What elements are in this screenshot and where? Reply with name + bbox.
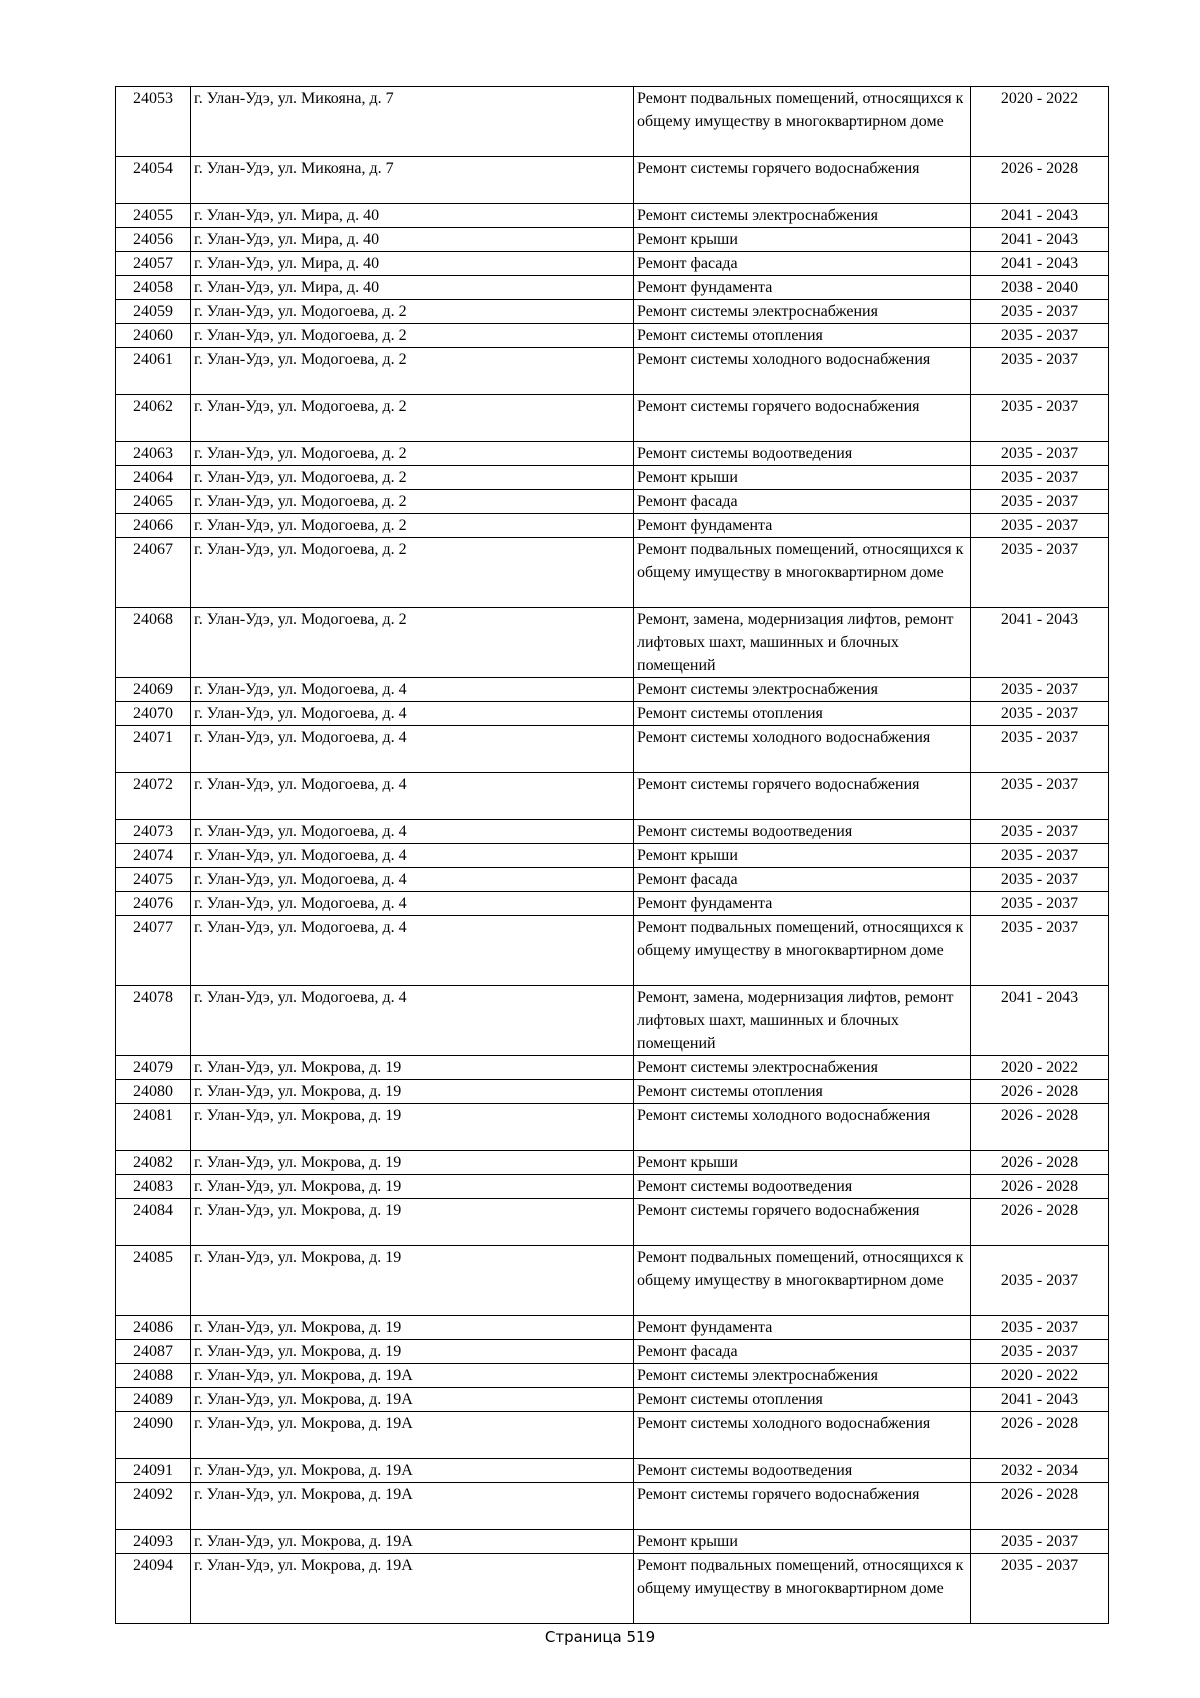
table-row: [116, 1080, 1109, 1104]
table-row: [116, 844, 1109, 868]
row-address: г. Улан-Удэ, ул. Мокрова, д. 19А: [191, 1483, 634, 1530]
row-address: г. Улан-Удэ, ул. Мира, д. 40: [191, 204, 634, 228]
table-row: [116, 1056, 1109, 1080]
row-address: г. Улан-Удэ, ул. Мокрова, д. 19: [191, 1340, 634, 1364]
row-address: г. Улан-Удэ, ул. Мира, д. 40: [191, 252, 634, 276]
row-address: г. Улан-Удэ, ул. Микояна, д. 7: [191, 87, 634, 157]
table-row: [116, 702, 1109, 726]
table-row: [116, 1364, 1109, 1388]
row-number: 24085: [116, 1246, 191, 1316]
row-work-type: Ремонт системы отопления: [634, 324, 971, 348]
row-number: 24070: [116, 702, 191, 726]
table-row: [116, 1104, 1109, 1151]
table-row: [116, 395, 1109, 442]
row-period: 2035 - 2037: [971, 324, 1109, 348]
table-row: [116, 300, 1109, 324]
table-row: [116, 820, 1109, 844]
table-row: [116, 87, 1109, 157]
table-row: [116, 1246, 1109, 1316]
table-row: [116, 916, 1109, 986]
table-row: [116, 1151, 1109, 1175]
repair-schedule-table: [115, 86, 1109, 1624]
row-work-type: Ремонт фундамента: [634, 276, 971, 300]
row-address: г. Улан-Удэ, ул. Мокрова, д. 19: [191, 1056, 634, 1080]
row-period: 2038 - 2040: [971, 276, 1109, 300]
row-number: 24079: [116, 1056, 191, 1080]
row-period: 2035 - 2037: [971, 1530, 1109, 1554]
row-number: 24060: [116, 324, 191, 348]
row-address: г. Улан-Удэ, ул. Мокрова, д. 19А: [191, 1530, 634, 1554]
row-work-type: Ремонт, замена, модернизация лифтов, ремонт лифтовых шахт, машинных и блочных помещений: [634, 608, 971, 678]
row-work-type: Ремонт фундамента: [634, 892, 971, 916]
row-number: 24063: [116, 442, 191, 466]
row-period: 2026 - 2028: [971, 1175, 1109, 1199]
row-period: 2035 - 2037: [971, 514, 1109, 538]
row-number: 24074: [116, 844, 191, 868]
table-row: [116, 1459, 1109, 1483]
row-work-type: Ремонт системы отопления: [634, 1388, 971, 1412]
row-number: 24057: [116, 252, 191, 276]
row-period: 2035 - 2037: [971, 466, 1109, 490]
row-address: г. Улан-Удэ, ул. Мокрова, д. 19А: [191, 1554, 634, 1624]
table-row: [116, 442, 1109, 466]
row-work-type: Ремонт системы горячего водоснабжения: [634, 157, 971, 204]
table-row: [116, 1412, 1109, 1459]
row-address: г. Улан-Удэ, ул. Мокрова, д. 19: [191, 1104, 634, 1151]
row-work-type: Ремонт системы холодного водоснабжения: [634, 1104, 971, 1151]
row-number: 24061: [116, 348, 191, 395]
table-row: [116, 868, 1109, 892]
row-period: 2035 - 2037: [971, 348, 1109, 395]
row-period: 2026 - 2028: [971, 1199, 1109, 1246]
row-number: 24056: [116, 228, 191, 252]
table-row: [116, 324, 1109, 348]
row-number: 24065: [116, 490, 191, 514]
row-period: 2035 - 2037: [971, 1316, 1109, 1340]
row-address: г. Улан-Удэ, ул. Мокрова, д. 19А: [191, 1364, 634, 1388]
row-period: 2026 - 2028: [971, 1483, 1109, 1530]
row-work-type: Ремонт фундамента: [634, 514, 971, 538]
row-work-type: Ремонт системы отопления: [634, 702, 971, 726]
table-row: [116, 276, 1109, 300]
row-address: г. Улан-Удэ, ул. Модогоева, д. 4: [191, 868, 634, 892]
row-address: г. Улан-Удэ, ул. Модогоева, д. 4: [191, 916, 634, 986]
row-work-type: Ремонт подвальных помещений, относящихся к общему имуществу в многоквартирном доме: [634, 1246, 971, 1316]
table-row: [116, 466, 1109, 490]
row-period: 2026 - 2028: [971, 1080, 1109, 1104]
row-work-type: Ремонт системы водоотведения: [634, 1175, 971, 1199]
row-number: 24080: [116, 1080, 191, 1104]
row-work-type: Ремонт подвальных помещений, относящихся к общему имуществу в многоквартирном доме: [634, 538, 971, 608]
row-number: 24068: [116, 608, 191, 678]
table-row: [116, 490, 1109, 514]
row-work-type: Ремонт подвальных помещений, относящихся к общему имуществу в многоквартирном доме: [634, 87, 971, 157]
row-work-type: Ремонт фасада: [634, 1340, 971, 1364]
table-row: [116, 1316, 1109, 1340]
table-row: [116, 608, 1109, 678]
row-address: г. Улан-Удэ, ул. Мокрова, д. 19: [191, 1246, 634, 1316]
table-row: [116, 252, 1109, 276]
row-work-type: Ремонт фасада: [634, 490, 971, 514]
table-row: [116, 348, 1109, 395]
table-row: [116, 1199, 1109, 1246]
row-number: 24092: [116, 1483, 191, 1530]
row-address: г. Улан-Удэ, ул. Модогоева, д. 2: [191, 395, 634, 442]
row-work-type: Ремонт системы отопления: [634, 1080, 971, 1104]
table-body: [116, 87, 1109, 1624]
row-address: г. Улан-Удэ, ул. Модогоева, д. 4: [191, 986, 634, 1056]
row-number: 24083: [116, 1175, 191, 1199]
row-address: г. Улан-Удэ, ул. Мокрова, д. 19: [191, 1080, 634, 1104]
row-address: г. Улан-Удэ, ул. Микояна, д. 7: [191, 157, 634, 204]
row-period: 2020 - 2022: [971, 1364, 1109, 1388]
row-number: 24054: [116, 157, 191, 204]
table-row: [116, 678, 1109, 702]
row-work-type: Ремонт системы холодного водоснабжения: [634, 348, 971, 395]
row-number: 24094: [116, 1554, 191, 1624]
row-address: г. Улан-Удэ, ул. Модогоева, д. 2: [191, 514, 634, 538]
row-work-type: Ремонт системы горячего водоснабжения: [634, 1483, 971, 1530]
row-work-type: Ремонт крыши: [634, 1530, 971, 1554]
row-period: 2026 - 2028: [971, 1104, 1109, 1151]
row-number: 24071: [116, 726, 191, 773]
row-address: г. Улан-Удэ, ул. Мокрова, д. 19: [191, 1316, 634, 1340]
row-work-type: Ремонт системы водоотведения: [634, 820, 971, 844]
row-period: 2041 - 2043: [971, 252, 1109, 276]
row-number: 24066: [116, 514, 191, 538]
table-row: [116, 514, 1109, 538]
row-number: 24088: [116, 1364, 191, 1388]
row-number: 24062: [116, 395, 191, 442]
row-number: 24055: [116, 204, 191, 228]
table-row: [116, 1530, 1109, 1554]
row-number: 24067: [116, 538, 191, 608]
row-number: 24053: [116, 87, 191, 157]
row-period: 2035 - 2037: [971, 442, 1109, 466]
row-period: 2041 - 2043: [971, 228, 1109, 252]
row-work-type: Ремонт фасада: [634, 252, 971, 276]
row-period: 2020 - 2022: [971, 87, 1109, 157]
table-row: [116, 228, 1109, 252]
row-number: 24082: [116, 1151, 191, 1175]
row-period: 2035 - 2037: [971, 1554, 1109, 1624]
row-work-type: Ремонт системы горячего водоснабжения: [634, 1199, 971, 1246]
row-work-type: Ремонт крыши: [634, 1151, 971, 1175]
row-number: 24072: [116, 773, 191, 820]
row-address: г. Улан-Удэ, ул. Модогоева, д. 2: [191, 608, 634, 678]
row-number: 24087: [116, 1340, 191, 1364]
row-period: 2041 - 2043: [971, 1388, 1109, 1412]
row-work-type: Ремонт системы водоотведения: [634, 442, 971, 466]
table-row: [116, 204, 1109, 228]
row-address: г. Улан-Удэ, ул. Мокрова, д. 19А: [191, 1459, 634, 1483]
row-number: 24093: [116, 1530, 191, 1554]
row-number: 24059: [116, 300, 191, 324]
row-work-type: Ремонт системы горячего водоснабжения: [634, 773, 971, 820]
row-address: г. Улан-Удэ, ул. Мокрова, д. 19: [191, 1151, 634, 1175]
table-row: [116, 986, 1109, 1056]
row-number: 24058: [116, 276, 191, 300]
row-work-type: Ремонт системы электроснабжения: [634, 1056, 971, 1080]
row-address: г. Улан-Удэ, ул. Модогоева, д. 4: [191, 820, 634, 844]
row-address: г. Улан-Удэ, ул. Модогоева, д. 2: [191, 300, 634, 324]
row-number: 24086: [116, 1316, 191, 1340]
table-row: [116, 1340, 1109, 1364]
row-period: 2035 - 2037: [971, 490, 1109, 514]
table-row: [116, 1388, 1109, 1412]
row-period: 2035 - 2037: [971, 868, 1109, 892]
row-work-type: Ремонт подвальных помещений, относящихся к общему имуществу в многоквартирном доме: [634, 916, 971, 986]
row-number: 24081: [116, 1104, 191, 1151]
row-work-type: Ремонт системы электроснабжения: [634, 204, 971, 228]
row-address: г. Улан-Удэ, ул. Модогоева, д. 4: [191, 773, 634, 820]
row-address: г. Улан-Удэ, ул. Модогоева, д. 2: [191, 538, 634, 608]
row-address: г. Улан-Удэ, ул. Модогоева, д. 2: [191, 324, 634, 348]
row-address: г. Улан-Удэ, ул. Модогоева, д. 4: [191, 726, 634, 773]
row-work-type: Ремонт системы горячего водоснабжения: [634, 395, 971, 442]
row-period: 2035 - 2037: [971, 1340, 1109, 1364]
row-address: г. Улан-Удэ, ул. Модогоева, д. 2: [191, 466, 634, 490]
row-address: г. Улан-Удэ, ул. Модогоева, д. 2: [191, 442, 634, 466]
row-number: 24091: [116, 1459, 191, 1483]
row-number: 24075: [116, 868, 191, 892]
row-period: 2032 - 2034: [971, 1459, 1109, 1483]
row-period: 2041 - 2043: [971, 608, 1109, 678]
page-number: Страница 519: [544, 1628, 656, 1646]
row-work-type: Ремонт крыши: [634, 466, 971, 490]
row-address: г. Улан-Удэ, ул. Модогоева, д. 2: [191, 490, 634, 514]
row-period: 2035 - 2037: [971, 1246, 1109, 1316]
row-number: 24077: [116, 916, 191, 986]
row-period: 2041 - 2043: [971, 204, 1109, 228]
row-period: 2041 - 2043: [971, 986, 1109, 1056]
row-work-type: Ремонт фундамента: [634, 1316, 971, 1340]
row-period: 2035 - 2037: [971, 395, 1109, 442]
table-row: [116, 726, 1109, 773]
row-work-type: Ремонт крыши: [634, 228, 971, 252]
row-period: 2035 - 2037: [971, 892, 1109, 916]
row-address: г. Улан-Удэ, ул. Мокрова, д. 19: [191, 1199, 634, 1246]
table-row: [116, 1483, 1109, 1530]
row-number: 24073: [116, 820, 191, 844]
row-address: г. Улан-Удэ, ул. Мокрова, д. 19: [191, 1175, 634, 1199]
row-address: г. Улан-Удэ, ул. Мокрова, д. 19А: [191, 1388, 634, 1412]
row-address: г. Улан-Удэ, ул. Мокрова, д. 19А: [191, 1412, 634, 1459]
row-address: г. Улан-Удэ, ул. Модогоева, д. 2: [191, 348, 634, 395]
row-period: 2026 - 2028: [971, 1412, 1109, 1459]
row-period: 2026 - 2028: [971, 157, 1109, 204]
table-row: [116, 1554, 1109, 1624]
row-work-type: Ремонт системы электроснабжения: [634, 300, 971, 324]
row-period: 2035 - 2037: [971, 702, 1109, 726]
row-address: г. Улан-Удэ, ул. Модогоева, д. 4: [191, 892, 634, 916]
row-period: 2020 - 2022: [971, 1056, 1109, 1080]
row-address: г. Улан-Удэ, ул. Мира, д. 40: [191, 276, 634, 300]
row-work-type: Ремонт системы холодного водоснабжения: [634, 1412, 971, 1459]
row-number: 24089: [116, 1388, 191, 1412]
row-period: 2026 - 2028: [971, 1151, 1109, 1175]
row-address: г. Улан-Удэ, ул. Мира, д. 40: [191, 228, 634, 252]
row-period: 2035 - 2037: [971, 538, 1109, 608]
row-work-type: Ремонт фасада: [634, 868, 971, 892]
row-period: 2035 - 2037: [971, 726, 1109, 773]
row-work-type: Ремонт подвальных помещений, относящихся к общему имуществу в многоквартирном доме: [634, 1554, 971, 1624]
row-period: 2035 - 2037: [971, 844, 1109, 868]
row-address: г. Улан-Удэ, ул. Модогоева, д. 4: [191, 702, 634, 726]
row-address: г. Улан-Удэ, ул. Модогоева, д. 4: [191, 844, 634, 868]
row-work-type: Ремонт системы водоотведения: [634, 1459, 971, 1483]
row-work-type: Ремонт крыши: [634, 844, 971, 868]
row-address: г. Улан-Удэ, ул. Модогоева, д. 4: [191, 678, 634, 702]
row-number: 24076: [116, 892, 191, 916]
row-number: 24078: [116, 986, 191, 1056]
table-row: [116, 1175, 1109, 1199]
table-row: [116, 892, 1109, 916]
row-work-type: Ремонт системы электроснабжения: [634, 1364, 971, 1388]
row-number: 24064: [116, 466, 191, 490]
row-period: 2035 - 2037: [971, 916, 1109, 986]
row-number: 24090: [116, 1412, 191, 1459]
table-row: [116, 538, 1109, 608]
row-number: 24069: [116, 678, 191, 702]
row-work-type: Ремонт, замена, модернизация лифтов, ремонт лифтовых шахт, машинных и блочных помещений: [634, 986, 971, 1056]
row-period: 2035 - 2037: [971, 678, 1109, 702]
row-period: 2035 - 2037: [971, 773, 1109, 820]
row-work-type: Ремонт системы электроснабжения: [634, 678, 971, 702]
table-row: [116, 157, 1109, 204]
row-number: 24084: [116, 1199, 191, 1246]
row-work-type: Ремонт системы холодного водоснабжения: [634, 726, 971, 773]
row-period: 2035 - 2037: [971, 300, 1109, 324]
table-row: [116, 773, 1109, 820]
row-period: 2035 - 2037: [971, 820, 1109, 844]
